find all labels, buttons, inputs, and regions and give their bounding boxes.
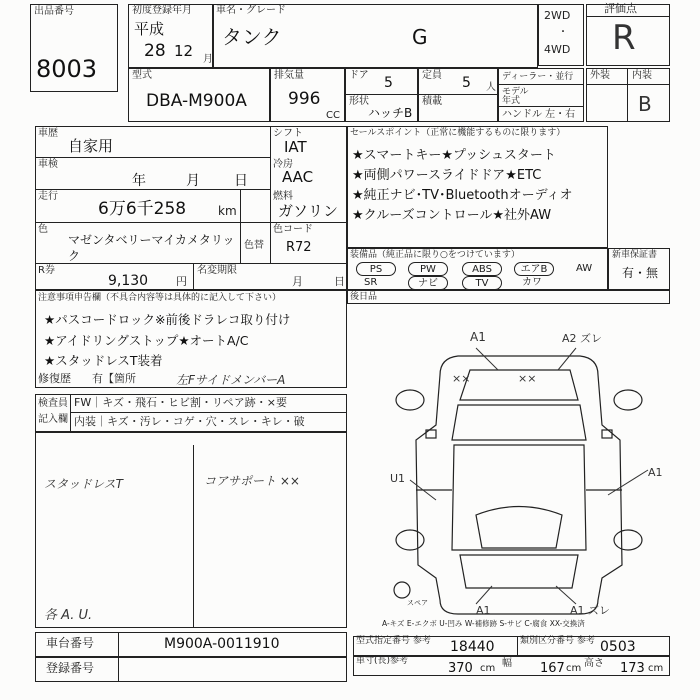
lot-number-label: 出品番号 <box>34 6 74 17</box>
name-change-label: 名変期限 <box>197 265 237 276</box>
delivery-box <box>347 290 670 304</box>
notes-line-1: ★パスコードロック※前後ドラレコ取り付け <box>44 312 291 327</box>
height-label: 高さ <box>584 658 604 669</box>
model-grade-label: 車名・グレード <box>216 5 286 16</box>
repair-history-value: 有【箇所 <box>92 372 136 385</box>
color-value: マゼンタベリーマイカメタリック <box>68 233 235 263</box>
length-unit: cm <box>480 663 496 674</box>
equip-tv: TV <box>462 276 502 290</box>
notes-label: 注意事項申告欄（不具合内容等は具体的に記入して下さい） <box>38 293 282 303</box>
color-label: 色 <box>38 224 48 235</box>
color-change-label: 色替 <box>244 240 264 251</box>
class-number-value: 0503 <box>600 639 636 655</box>
recycle-unit: 円 <box>176 275 187 288</box>
notes-line-2: ★アイドリングストップ★オートA/C <box>44 333 249 348</box>
width-unit: cm <box>566 663 582 674</box>
dmg-label-xx-right: ×× <box>518 372 537 385</box>
interior-score: B <box>638 92 652 116</box>
comment-core-support: コアサポート ×× <box>204 474 300 488</box>
score-label: 評価点 <box>604 2 637 15</box>
inspection-year: 年 <box>132 173 146 189</box>
drive-4wd: 4WD <box>544 43 571 56</box>
recycle-label: R券 <box>38 265 55 276</box>
spec-number-value: 18440 <box>450 639 495 655</box>
repair-history-handwritten: 左FサイドメンバーA <box>176 373 286 387</box>
door-label: ドア <box>349 70 369 81</box>
displacement-unit: CC <box>326 110 340 121</box>
length-label: 車寸(長)参考 <box>356 656 409 666</box>
selling-line-4: ★クルーズコントロール★社外AW <box>352 208 552 223</box>
equip-leather: カワ <box>522 277 542 288</box>
registration-month: 12 <box>174 42 194 60</box>
history-label: 車歴 <box>38 128 58 139</box>
spare-label: スペア <box>407 599 428 607</box>
door-value: 5 <box>384 75 393 91</box>
length-value: 370 <box>448 661 473 676</box>
equip-ps: PS <box>356 262 396 276</box>
comment-all-au: 各 A. U. <box>44 608 93 623</box>
mileage-label: 走行 <box>38 191 58 202</box>
damage-legend: A-キズ E-エクボ U-凹み W-補修跡 S-サビ C-腐食 XX-交換済 <box>382 619 585 628</box>
class-number-label: 類別区分番号 参考 <box>520 636 595 646</box>
color-code-value: R72 <box>286 240 312 255</box>
dmg-label-right-side: A1 <box>648 466 663 479</box>
month-unit: 月 <box>203 54 213 65</box>
aircon-value: AAC <box>282 168 314 186</box>
score-value: R <box>612 18 636 58</box>
equip-airbag: エアB <box>514 262 554 276</box>
history-value: 自家用 <box>68 137 114 155</box>
selling-line-2: ★両側パワースライドドア★ETC <box>352 168 542 183</box>
model-year-label: モデル年式 <box>502 87 529 106</box>
capacity-value: 5 <box>462 75 471 91</box>
fuel-value: ガソリン <box>278 202 339 220</box>
color-code-label: 色コード <box>273 224 313 235</box>
comments-box <box>35 432 347 628</box>
comment-studless: スタッドレスT <box>44 477 123 491</box>
load-label: 積載 <box>422 96 442 107</box>
drive-dot: ・ <box>558 27 568 38</box>
equipment-label: 装備品（純正品に限り○をつけています） <box>350 250 520 260</box>
first-registration-label: 初度登録年月 <box>132 5 192 16</box>
displacement-label: 排気量 <box>274 70 304 81</box>
car-name: タンク <box>222 25 282 49</box>
equip-sr: SR <box>364 277 378 288</box>
drive-2wd: 2WD <box>544 9 571 22</box>
inspector-label-1: 検査員 <box>38 398 68 409</box>
dmg-label-xx-left: ×× <box>452 372 471 385</box>
era-name: 平成 <box>134 20 165 38</box>
dealer-import-label: ディーラー・並行 <box>502 72 574 82</box>
delivery-label: 後日品 <box>350 292 378 302</box>
registration-year: 28 <box>144 41 166 61</box>
capacity-label: 定員 <box>422 70 442 81</box>
model-code-value: DBA-M900A <box>146 91 247 111</box>
body-shape-value: ハッチB <box>368 106 413 120</box>
model-code-label: 型式 <box>132 70 152 81</box>
name-change-month: 月 <box>292 275 303 288</box>
chassis-value: M900A-0011910 <box>164 636 280 652</box>
mileage-unit: km <box>218 204 237 218</box>
mileage-value: 6万6千258 <box>98 199 187 219</box>
inspector-interior: 内装｜キズ・汚レ・コゲ・穴・スレ・キレ・破 <box>74 415 305 428</box>
equip-abs: ABS <box>462 262 502 276</box>
width-label: 幅 <box>502 658 512 669</box>
dmg-label-top-left: A1 <box>470 330 486 344</box>
selling-line-3: ★純正ナビ･TV･Bluetoothオーディオ <box>352 188 573 203</box>
repair-history-label: 修復歴 <box>38 372 71 385</box>
inspection-day: 日 <box>234 173 248 189</box>
body-shape-label: 形状 <box>349 96 369 107</box>
plate-label: 登録番号 <box>46 661 95 675</box>
inspector-exterior: FW｜キズ・飛石・ヒビ割・リペア跡・×要 <box>74 396 287 409</box>
warranty-label: 新車保証書 <box>612 250 658 260</box>
warranty-value: 有・無 <box>622 266 659 280</box>
notes-line-3: ★スタッドレスT装着 <box>44 353 163 368</box>
height-unit: cm <box>648 663 664 674</box>
name-change-day: 日 <box>334 275 345 288</box>
fuel-label: 燃料 <box>273 191 293 202</box>
dmg-label-left-side: U1 <box>390 472 406 485</box>
shift-value: IAT <box>284 138 307 156</box>
displacement-value: 996 <box>288 89 321 109</box>
spec-number-label: 型式指定番号 参考 <box>356 636 431 646</box>
exterior-label: 外装 <box>590 70 610 81</box>
car-grade: G <box>412 25 428 49</box>
selling-line-1: ★スマートキー★プッシュスタート <box>352 148 556 163</box>
dmg-label-bottom-left: A1 <box>476 604 491 617</box>
dmg-label-bottom-right: A1 ズレ <box>570 604 611 617</box>
interior-label: 内装 <box>632 70 652 81</box>
lot-number-value: 8003 <box>36 55 98 83</box>
steering-label: ハンドル 左・右 <box>502 109 576 120</box>
aircon-label: 冷房 <box>273 159 293 170</box>
equip-aw: AW <box>576 263 593 274</box>
inspection-label: 車検 <box>38 159 58 170</box>
equip-navi: ナビ <box>408 276 448 290</box>
recycle-value: 9,130 <box>108 273 149 289</box>
height-value: 173 <box>620 661 645 676</box>
equip-pw: PW <box>408 262 448 276</box>
dmg-label-top-right: A2 ズレ <box>562 332 603 345</box>
shift-label: シフト <box>273 128 303 139</box>
width-value: 167 <box>540 661 565 676</box>
selling-points-label: セールスポイント（正常に機能するものに限ります） <box>350 128 566 138</box>
inspection-month: 月 <box>186 173 200 189</box>
capacity-unit: 人 <box>486 82 496 93</box>
chassis-label: 車台番号 <box>46 636 95 650</box>
inspector-label-2: 記入欄 <box>38 414 68 425</box>
